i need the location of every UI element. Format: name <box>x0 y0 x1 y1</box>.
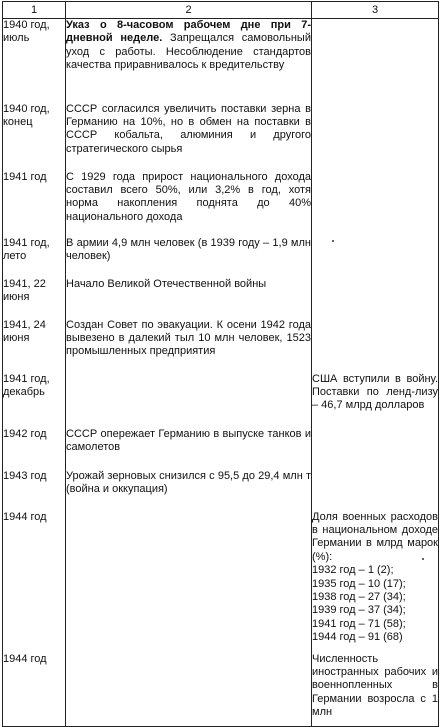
usa-cell <box>312 19 439 103</box>
usa-cell <box>312 319 439 373</box>
list-item: 1944 год – 91 (68) <box>312 631 403 644</box>
event-cell: СССР опережает Германию в выпуске танков и самолетов <box>66 428 312 470</box>
table-header-row <box>3 2 439 19</box>
table-row <box>3 171 439 237</box>
date-cell: 1941 год, лето <box>3 237 66 278</box>
usa-cell <box>312 171 439 237</box>
event-cell <box>66 511 312 653</box>
list-item: 1932 год – 1 (2); <box>312 564 394 577</box>
usa-cell <box>312 511 439 653</box>
column-header-3: 3 <box>312 2 439 19</box>
usa-cell <box>312 470 439 511</box>
usa-cell: Численность иностранных рабочих и военнопленных в Германии возросла с 1 млн <box>312 653 439 727</box>
stats-list <box>312 564 438 644</box>
table-row <box>3 103 439 171</box>
usa-cell <box>312 237 439 278</box>
table-row <box>3 470 439 511</box>
date-cell: 1942 год <box>3 428 66 470</box>
event-cell: Создан Совет по эвакуации. К осени 1942 года вывезено в далекий тыл 10 млн человек, 1523 промышленных предприятия <box>66 319 312 373</box>
event-bold-text: Указ о 8-часовом рабочем дне при 7-дневной неделе. <box>66 19 311 45</box>
event-cell <box>66 373 312 428</box>
list-item: 1935 год – 10 (17); <box>312 577 406 590</box>
usa-cell <box>312 428 439 470</box>
date-cell: 1941 год <box>3 171 66 237</box>
date-cell: 1940 год, июль <box>3 19 66 103</box>
list-item: 1941 год – 71 (58); <box>312 617 406 630</box>
table-row <box>3 653 439 727</box>
event-cell: В армии 4,9 млн человек (в 1939 году – 1,9 млн человек) <box>66 237 312 278</box>
table-row <box>3 511 439 653</box>
date-cell: 1941 год, декабрь <box>3 373 66 428</box>
scan-dot <box>332 240 334 242</box>
usa-cell-text: Доля военных расходов в национальном доходе Германии в млрд марок (%): <box>312 510 438 563</box>
table-row <box>3 373 439 428</box>
event-cell <box>66 19 312 103</box>
column-header-2: 2 <box>66 2 312 19</box>
event-text: Запрещался самовольный уход с работы. Несоблюдение стандартов качества приравнивалось к вредительству <box>66 32 311 72</box>
table-row <box>3 428 439 470</box>
table-row <box>3 278 439 319</box>
column-header-1: 1 <box>3 2 66 19</box>
chronology-table <box>2 1 439 727</box>
event-cell: С 1929 года прирост национального дохода составил всего 50%, или 3,2% в год, хотя норма накопления поднята до 40% национального дохода <box>66 171 312 237</box>
event-cell: Начало Великой Отечественной войны <box>66 278 312 319</box>
table-row <box>3 319 439 373</box>
date-cell: 1940 год, конец <box>3 103 66 171</box>
usa-cell <box>312 278 439 319</box>
event-cell <box>66 653 312 727</box>
date-cell: 1944 год <box>3 653 66 727</box>
table-row <box>3 19 439 103</box>
event-cell: Урожай зерновых снизился с 95,5 до 29,4 млн т (война и оккупация) <box>66 470 312 511</box>
date-cell: 1941, 22 июня <box>3 278 66 319</box>
scan-dot <box>422 558 424 560</box>
list-item: 1939 год – 37 (34); <box>312 604 406 617</box>
usa-cell <box>312 103 439 171</box>
table-row <box>3 237 439 278</box>
date-cell: 1944 год <box>3 511 66 653</box>
usa-cell: США вступили в войну. Поставки по ленд-лизу – 46,7 млрд долларов <box>312 373 439 428</box>
list-item: 1938 год – 27 (34); <box>312 590 406 603</box>
event-cell: СССР согласился увеличить поставки зерна в Германию на 10%, но в обмен на поставки в СССР кобальта, алюминия и другого стратегического сырья <box>66 103 312 171</box>
date-cell: 1941, 24 июня <box>3 319 66 373</box>
date-cell: 1943 год <box>3 470 66 511</box>
